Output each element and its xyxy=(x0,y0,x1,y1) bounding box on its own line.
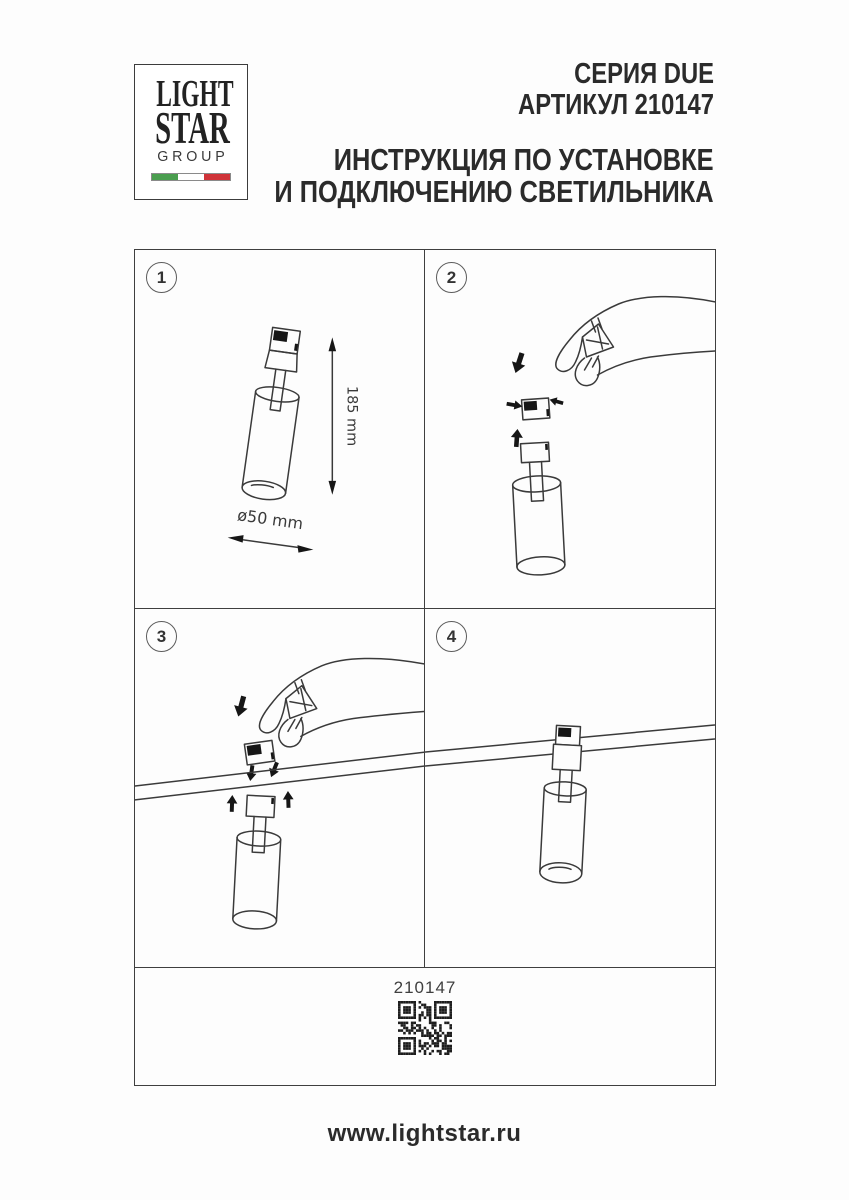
step-number-badge: 3 xyxy=(146,621,177,652)
website-url: www.lightstar.ru xyxy=(327,1120,522,1147)
track-drawing xyxy=(135,752,424,800)
step-number-badge: 2 xyxy=(436,262,467,293)
track-adapter-drawing xyxy=(522,398,550,420)
spotlight-drawing xyxy=(511,442,566,576)
arrow-up-icon xyxy=(226,795,237,812)
spotlight-dimensions-drawing xyxy=(135,250,424,608)
logo-word-star: STAR xyxy=(155,103,230,153)
panel-step-1 xyxy=(135,250,425,609)
height-dimension-label: 185 mm xyxy=(343,385,360,447)
logo-word-group: GROUP xyxy=(157,148,229,165)
article-qr-box xyxy=(135,978,715,1085)
arrow-left-icon xyxy=(548,396,564,408)
page-title xyxy=(275,144,714,208)
flag-red-segment xyxy=(204,174,230,180)
spotlight-drawing xyxy=(241,326,308,502)
title-line-1: ИНСТРУКЦИЯ ПО УСТАНОВКЕ xyxy=(334,142,714,177)
instruction-grid xyxy=(134,249,716,1086)
hand-drawing xyxy=(556,297,715,386)
diameter-dimension-label: ø50 mm xyxy=(236,505,305,534)
series-label: СЕРИЯ DUE xyxy=(574,58,714,90)
spotlight-drawing xyxy=(232,795,283,930)
qr-code xyxy=(398,1001,452,1055)
dimension-height xyxy=(329,337,360,494)
dimension-diameter xyxy=(228,505,314,552)
italian-flag-bar xyxy=(151,173,231,181)
arrow-down-icon xyxy=(232,695,251,719)
panel-step-3 xyxy=(135,609,425,968)
flag-green-segment xyxy=(152,174,178,180)
article-label: АРТИКУЛ 210147 xyxy=(518,89,714,121)
step-number-badge: 1 xyxy=(146,262,177,293)
step-number-badge: 4 xyxy=(436,621,467,652)
adapter-to-track-drawing xyxy=(135,609,424,967)
lightstar-logo xyxy=(134,64,248,200)
hand-drawing xyxy=(259,658,424,746)
arrow-right-icon xyxy=(506,399,523,411)
panel-step-4 xyxy=(425,609,715,968)
logo-word-light: LIGHT xyxy=(156,73,234,115)
flag-white-segment xyxy=(178,174,204,180)
spotlight-drawing xyxy=(539,725,589,884)
series-article-block xyxy=(518,59,714,121)
arrow-down-icon xyxy=(509,351,529,375)
mounted-spotlight-drawing xyxy=(425,609,715,967)
title-line-2: И ПОДКЛЮЧЕНИЮ СВЕТИЛЬНИКА xyxy=(274,174,714,209)
track-adapter-drawing xyxy=(244,740,274,765)
panel-step-2 xyxy=(425,250,715,609)
article-number: 210147 xyxy=(393,978,457,997)
adapter-removal-drawing xyxy=(425,250,715,608)
arrow-up-icon xyxy=(283,791,294,808)
